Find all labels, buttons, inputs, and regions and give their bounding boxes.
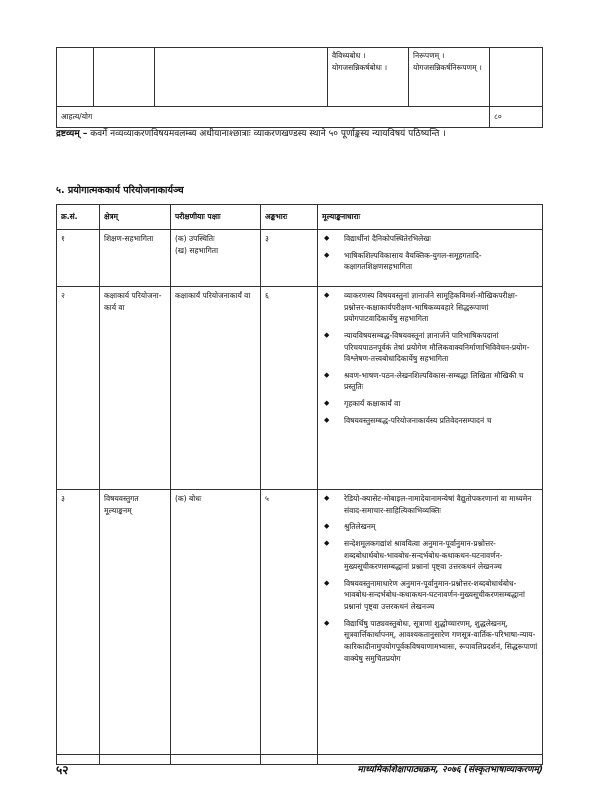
table-row (57, 48, 543, 107)
list-item: ◆ सन्देशमूलकगद्यांशं श्रावयित्वा अनुमान-पूर्वानुमान-प्रश्नोत्तर-शब्दबोधार्थबोध-भावबोध-सन्दर्भबोध-कथाकथन-घटनावर्णन-मुख्यसूचीकरणसम्बद्धानां प्रश्नानां पृष्ट्वा उत्तरकथनं लेखनञ्च (322, 538, 538, 573)
table-cell: निरूपणम् । योगजसन्निकर्षनिरूपणम् । (409, 48, 490, 107)
note-paragraph (56, 127, 543, 142)
row-bases (318, 287, 543, 490)
total-label: आहत्य/योग (57, 107, 490, 128)
list-item: ◆ श्रवण-भाषण-पठन-लेखनशिल्पविकास-सम्बद्धा लिखिता मौखिकी च प्रस्तुतिः (322, 370, 538, 393)
table-row (57, 287, 543, 490)
row-bases (318, 490, 543, 765)
row-area: विषयवस्तुगत मूल्याङ्कनम् (100, 490, 171, 765)
previous-table-fragment (56, 47, 543, 128)
table-cell: वैविध्यबोध । योगजसन्निकर्षबोधः । (328, 48, 409, 107)
note-label: द्रष्टव्यम् – (56, 129, 88, 139)
header-bases: मूल्याङ्कनाधाराः (318, 205, 543, 230)
header-marks: अङ्कभारः (261, 205, 318, 230)
table-row (57, 230, 543, 287)
row-aspects: (क) उपस्थितिः (ख) सहभागिता (171, 230, 261, 287)
total-row (57, 107, 543, 128)
footer-title: माध्यमिकशिक्षापाठ्यक्रम, २०७६ (संस्कृतभाषाव्याकरणम्) (357, 765, 543, 775)
row-sn: १ (57, 230, 100, 287)
row-marks: ६ (261, 287, 318, 490)
page-number: ५२ (56, 763, 69, 777)
row-sn: २ (57, 287, 100, 490)
total-value: ८० (490, 107, 543, 128)
header-area: क्षेत्रम् (100, 205, 171, 230)
table-row (57, 490, 543, 765)
list-item: ◆ व्याकरणस्य विषयवस्तुनां ज्ञानार्जने सामूहिकविमर्श-मौखिकपरीक्षा-प्रश्नोत्तर-कक्षाकार्यपरीक्षण-भाषिकव्यवहारे सिद्धरूपाणां प्रयोगपाटवादिकार्येषु सहभागिता (322, 290, 538, 325)
row-area: शिक्षण-सहभागिता (100, 230, 171, 287)
row-bases (318, 230, 543, 287)
list-item: ◆ विद्यार्थीनां दैनिकोपस्थितेरभिलेखः (322, 233, 538, 245)
row-marks: ३ (261, 230, 318, 287)
footer-divider (56, 754, 543, 755)
note-text: कवर्गे नव्यव्याकरणविषयमवलम्ब्य अधीयानाश्छात्राः व्याकरणखण्डस्य स्थाने ५० पूर्णाङ्कस्य न्यायविषयं पठिष्यन्ति । (90, 129, 446, 139)
header-sn: क्र.सं. (57, 205, 100, 230)
header-aspects: परीक्षणीयाः पक्षाः (171, 205, 261, 230)
list-item: ◆ गृहकार्यं कक्षाकार्यं वा (322, 398, 538, 410)
assessment-table (56, 204, 543, 765)
table-header-row (57, 205, 543, 230)
list-item: ◆ श्रुतिलेखनम् (322, 521, 538, 533)
row-aspects: कक्षाकार्यं परियोजनाकार्यं वा (171, 287, 261, 490)
row-area: कक्षाकार्य परियोजना-कार्य वा (100, 287, 171, 490)
list-item: ◆ रेडियो-क्यासेट-मोबाइल-नामादेयानामन्येषां वैद्युतोपकरणानां वा माध्यमेन संवाद-समाचार-साहित्यिकाभिव्यक्तिः (322, 493, 538, 516)
list-item: ◆ विषयवस्तुनामाधारेण अनुमान-पूर्वानुमान-प्रश्नोत्तर-शब्दबोधार्थबोध-भावबोध-सन्दर्भबोध-कथाकथन-घटनावर्णन-मुख्यसूचीकरणसम्बद्धानां प्रश्नानां पृष्ट्वा उत्तरकथनं लेखनञ्च (322, 578, 538, 613)
list-item: ◆ विषयवस्तुसम्बद्ध-परियोजनाकार्यस्य प्रतिवेदनसम्पादनं च (322, 415, 538, 427)
row-aspects: (क) बोधः (171, 490, 261, 765)
section-heading: ५. प्रयोगात्मककार्य परियोजनाकार्यञ्च (56, 185, 184, 196)
list-item: ◆ भाषिकशिल्पविकासाय वैयक्तिक-युगल-समूहगतादि-कक्षागतशिक्षणसहभागिता (322, 250, 538, 273)
row-marks: ५ (261, 490, 318, 765)
list-item: ◆ विद्यार्थिषु पाठ्यवस्तुबोधः, सूत्राणां शुद्धोच्चारणम्, शुद्धलेखनम्, सूत्रवार्त्तिकार्थापनम्, आवश्यकतानुसारेण गणसूत्र-वार्तिक-परिभाषा-न्याय-कारिकादीनामुपयोगपूर्वकविषयाणामभ्यासः, रूपावलिप्रदर्शनं, सिद्धरूपाणां वाक्येषु समुचितप्रयोग (322, 618, 538, 665)
row-sn: ३ (57, 490, 100, 765)
list-item: ◆ न्यायविषयसम्बद्ध-विषयवस्तूनां ज्ञानार्जने पारिभाषिकपदानां परिचयपाठनपूर्वकं तेषां प्रयोगेण मौलिकवाक्यनिर्माणाभिविवेचन-प्रयोग-विश्लेषण-तत्त्वबोधादिकार्येषु सहभागिता (322, 330, 538, 365)
